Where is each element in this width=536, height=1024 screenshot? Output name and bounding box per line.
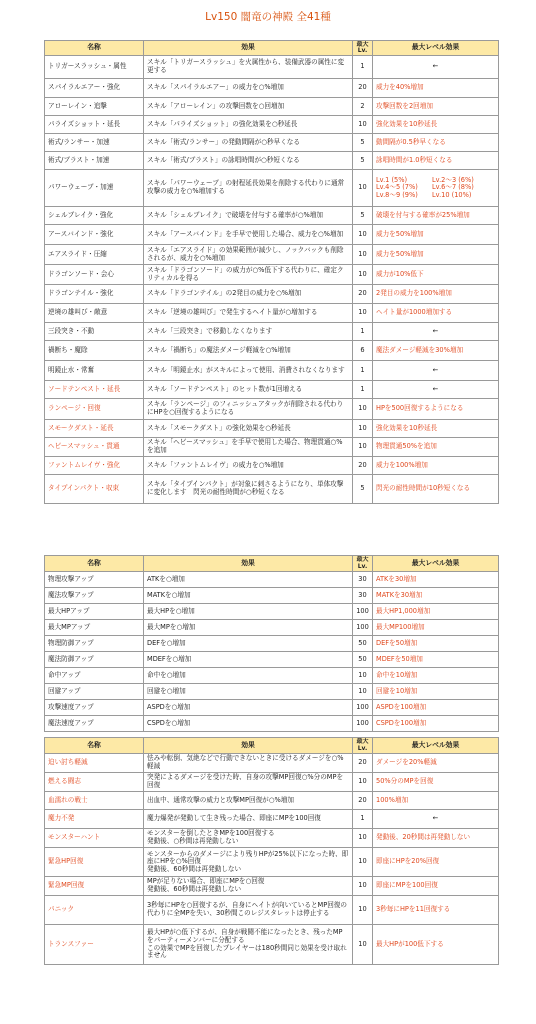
row-effect: スキル「逆境の雄叫び」で発生するヘイト量が○増加する	[144, 304, 353, 323]
row-name: 最大MPアップ	[45, 620, 144, 636]
row-name: 物理防御アップ	[45, 636, 144, 652]
table-row	[45, 56, 499, 79]
level-breakdown	[376, 177, 495, 200]
header-max: 最大レベル効果	[373, 41, 499, 56]
table-row	[45, 792, 499, 810]
row-max-effect: 閃光の耐性時間が10秒短くなる	[373, 475, 499, 504]
row-max-effect: ASPDを100増加	[373, 700, 499, 716]
row-level: 50	[353, 652, 373, 668]
row-max-effect: 最大MP100増加	[373, 620, 499, 636]
table-row	[45, 381, 499, 399]
header-lv	[353, 738, 373, 754]
row-level: 5	[353, 475, 373, 504]
table-row	[45, 225, 499, 245]
row-level: 20	[353, 79, 373, 98]
table-row	[45, 604, 499, 620]
row-max-effect: ←	[373, 810, 499, 829]
row-max-effect: DEFを50増加	[373, 636, 499, 652]
row-name: 術式/ランサー・加速	[45, 134, 144, 152]
row-level: 5	[353, 134, 373, 152]
header-name: 名称	[45, 41, 144, 56]
row-name: パワーウェーブ・加速	[45, 170, 144, 207]
table-row	[45, 684, 499, 700]
row-name: ランページ・回復	[45, 399, 144, 420]
row-level: 10	[353, 668, 373, 684]
row-name: 魔法速度アップ	[45, 716, 144, 732]
row-effect: 怯みや転倒、気絶などで行動できないときに受けるダメージを○%軽減	[144, 754, 353, 773]
row-name: 回避アップ	[45, 684, 144, 700]
row-name: スパイラルエアー・強化	[45, 79, 144, 98]
row-name: 緊急HP回復	[45, 848, 144, 877]
row-level: 30	[353, 572, 373, 588]
table-row	[45, 438, 499, 457]
row-effect: スキル「術式/ランサー」の発動間隔が○秒早くなる	[144, 134, 353, 152]
row-max-effect: 威力が10%低下	[373, 265, 499, 285]
row-effect: スキル「パワーウェーブ」の射程延長効果を削除する代わりに通常攻撃の威力を○%増加する	[144, 170, 353, 207]
row-max-effect: HPを500回復するようになる	[373, 399, 499, 420]
row-name: アースバインド・強化	[45, 225, 144, 245]
row-max-effect: MDEFを50増加	[373, 652, 499, 668]
row-effect: スキル「スパイラルエアー」の威力を○%増加	[144, 79, 353, 98]
row-max-effect: ←	[373, 381, 499, 399]
row-level: 1	[353, 56, 373, 79]
header-name: 名称	[45, 556, 144, 572]
row-max-effect: 強化効果を10秒延長	[373, 116, 499, 134]
table-row	[45, 98, 499, 116]
row-effect: ATKを○増加	[144, 572, 353, 588]
table-row	[45, 361, 499, 381]
table-row	[45, 152, 499, 170]
row-max-effect: 詠唱時間が1.0秒短くなる	[373, 152, 499, 170]
row-effect: スキル「ソードテンペスト」のヒット数が1回増える	[144, 381, 353, 399]
row-effect: スキル「ヘビースマッシュ」を手早で使用した場合、物理貫通○%を追加	[144, 438, 353, 457]
row-max-effect: 最大HPが100低下する	[373, 925, 499, 965]
level-breakdown-item: Lv.4～5 (7%)	[376, 183, 418, 192]
row-max-effect: ATKを30増加	[373, 572, 499, 588]
row-max-effect: 発動後、20秒間は再発動しない	[373, 829, 499, 848]
row-max-effect: 物理貫通50%を追加	[373, 438, 499, 457]
row-name: 逆境の雄叫び・敵意	[45, 304, 144, 323]
table-row	[45, 636, 499, 652]
row-effect: MPが足りない場合、即座にMPを○回復 発動後、60秒間は再発動しない	[144, 877, 353, 896]
row-effect: MATKを○増加	[144, 588, 353, 604]
row-effect: 突発によるダメージを受けた時、自身の攻撃MP回復○%分のMPを回復	[144, 773, 353, 792]
row-name: 迫い討ち軽減	[45, 754, 144, 773]
row-name: タイプインパクト・収束	[45, 475, 144, 504]
row-name: シェルブレイク・強化	[45, 207, 144, 225]
row-level: 1	[353, 810, 373, 829]
row-level: 1	[353, 361, 373, 381]
header-row	[45, 556, 499, 572]
page-title: Lv150 闇竜の神殿 全41種	[205, 11, 331, 23]
row-name: モンスターハント	[45, 829, 144, 848]
row-level: 10	[353, 225, 373, 245]
header-effect: 効果	[144, 41, 353, 56]
row-name: 術式/ブラスト・加速	[45, 152, 144, 170]
row-level: 10	[353, 399, 373, 420]
level-breakdown-item: Lv.10 (10%)	[432, 190, 472, 199]
row-level: 6	[353, 341, 373, 361]
row-level: 100	[353, 604, 373, 620]
row-level: 5	[353, 207, 373, 225]
row-max-effect: 命中を10増加	[373, 668, 499, 684]
row-name: 血濡れの戦士	[45, 792, 144, 810]
row-effect: スキル「スモークダスト」の強化効果を○秒延長	[144, 420, 353, 438]
row-level: 10	[353, 773, 373, 792]
header-lv	[353, 556, 373, 572]
row-level: 20	[353, 754, 373, 773]
row-max-effect: 破壊を付与する確率が25%増加	[373, 207, 499, 225]
header-effect: 効果	[144, 556, 353, 572]
row-level: 1	[353, 323, 373, 341]
row-name: スモークダスト・延長	[45, 420, 144, 438]
row-max-effect: 即座にHPを20%回復	[373, 848, 499, 877]
row-level: 10	[353, 848, 373, 877]
table-row	[45, 829, 499, 848]
table-row	[45, 716, 499, 732]
row-level: 100	[353, 700, 373, 716]
header-lv-text: 最大 Lv.	[356, 40, 369, 54]
row-effect: スキル「明鏡止水」がスキルによって使用、消費されなくなります	[144, 361, 353, 381]
header-name: 名称	[45, 738, 144, 754]
row-effect: スキル「三段突き」で移動しなくなります	[144, 323, 353, 341]
row-max-effect: ダメージを20%軽減	[373, 754, 499, 773]
row-level: 10	[353, 170, 373, 207]
table-row	[45, 457, 499, 475]
row-max-effect: 2発目の威力を100%増加	[373, 285, 499, 304]
row-max-effect: 魔法ダメージ軽減を30%増加	[373, 341, 499, 361]
row-level: 10	[353, 116, 373, 134]
row-effect: スキル「禍断ち」の魔法ダメージ軽減を○%増加	[144, 341, 353, 361]
row-level: 20	[353, 285, 373, 304]
row-name: ファントムレイヴ・強化	[45, 457, 144, 475]
header-max: 最大レベル効果	[373, 738, 499, 754]
level-breakdown-item: Lv.6～7 (8%)	[432, 183, 474, 192]
row-effect: 最大MPを○増加	[144, 620, 353, 636]
table-row	[45, 170, 499, 207]
row-effect: 最大HPが○低下するが、自身が戦闘不能になったとき、残ったMPをパーティーメンバーに分配する この効果でMPを回復したプレイヤーは180秒間同じ効果を受け取れません	[144, 925, 353, 965]
table-row	[45, 572, 499, 588]
table-row	[45, 399, 499, 420]
row-max-effect: 動間隔が0.5秒早くなる	[373, 134, 499, 152]
row-effect: DEFを○増加	[144, 636, 353, 652]
row-name: 魔法防御アップ	[45, 652, 144, 668]
row-level: 10	[353, 438, 373, 457]
row-effect: スキル「パライズショット」の強化効果を○秒延長	[144, 116, 353, 134]
row-effect: モンスターを倒したときMPを100回復する 発動後、○秒間は再発動しない	[144, 829, 353, 848]
row-level: 10	[353, 877, 373, 896]
table-row	[45, 773, 499, 792]
row-name: 燃える闘志	[45, 773, 144, 792]
table-row	[45, 134, 499, 152]
row-name: 禍断ち・魔除	[45, 341, 144, 361]
row-max-effect: MATKを30増加	[373, 588, 499, 604]
row-max-effect: ←	[373, 361, 499, 381]
row-max-effect: 100%増加	[373, 792, 499, 810]
row-effect: 最大HPを○増加	[144, 604, 353, 620]
row-name: ソードテンペスト・延長	[45, 381, 144, 399]
row-name: 命中アップ	[45, 668, 144, 684]
table-row	[45, 620, 499, 636]
row-max-effect: 3秒毎にHPを11回復する	[373, 896, 499, 925]
row-name: 物理攻撃アップ	[45, 572, 144, 588]
table-row	[45, 341, 499, 361]
row-name: アローレイン・追撃	[45, 98, 144, 116]
row-effect: スキル「ドラゴンソード」の威力が○%低下する代わりに、確定クリティカルを得る	[144, 265, 353, 285]
table-row	[45, 475, 499, 504]
row-name: エアスライド・圧縮	[45, 245, 144, 265]
row-max-effect: CSPDを100増加	[373, 716, 499, 732]
row-effect: 魔力爆発が発動して生き残った場合、即座にMPを100回復	[144, 810, 353, 829]
table-row	[45, 79, 499, 98]
row-level: 1	[353, 381, 373, 399]
row-max-effect: 威力を40%増加	[373, 79, 499, 98]
table-row	[45, 896, 499, 925]
row-name: 最大HPアップ	[45, 604, 144, 620]
row-level: 10	[353, 420, 373, 438]
row-max-effect: ←	[373, 323, 499, 341]
row-name: 魔法攻撃アップ	[45, 588, 144, 604]
row-level: 50	[353, 636, 373, 652]
row-name: ドラゴンテイル・強化	[45, 285, 144, 304]
row-name: 緊急MP回復	[45, 877, 144, 896]
row-level: 10	[353, 925, 373, 965]
header-row	[45, 738, 499, 754]
table-row	[45, 265, 499, 285]
row-level: 2	[353, 98, 373, 116]
row-effect: CSPDを○増加	[144, 716, 353, 732]
row-max-effect: 回避を10増加	[373, 684, 499, 700]
row-level: 5	[353, 152, 373, 170]
row-level: 30	[353, 588, 373, 604]
row-effect: ASPDを○増加	[144, 700, 353, 716]
table-row	[45, 652, 499, 668]
row-effect: 回避を○増加	[144, 684, 353, 700]
row-level: 20	[353, 457, 373, 475]
table-row	[45, 116, 499, 134]
row-effect: 3秒毎にHPを○回復するが、自身にヘイトが向いているとMP回復の代わりに全MPを失い、30秒間このレジスタレットは停止する	[144, 896, 353, 925]
table-row	[45, 810, 499, 829]
row-name: 攻撃速度アップ	[45, 700, 144, 716]
row-name: 明鏡止水・常奮	[45, 361, 144, 381]
table-row	[45, 848, 499, 877]
level-breakdown-item: Lv.1 (5%)	[376, 175, 408, 184]
row-max-effect: 攻撃回数を2回増加	[373, 98, 499, 116]
row-effect: スキル「術式/ブラスト」の詠唱時間が○秒短くなる	[144, 152, 353, 170]
header-effect: 効果	[144, 738, 353, 754]
header-max: 最大レベル効果	[373, 556, 499, 572]
row-name: 魔力不発	[45, 810, 144, 829]
row-effect: モンスターからのダメージにより残りHPが25%以下になった時、即座にHPを○%回復 発動後、60秒間は再発動しない	[144, 848, 353, 877]
row-effect: 命中を○増加	[144, 668, 353, 684]
table-row	[45, 323, 499, 341]
row-max-effect: 最大HP1,000増加	[373, 604, 499, 620]
row-max-effect: ヘイト量が1000増加する	[373, 304, 499, 323]
header-lv-text: 最大 Lv.	[356, 738, 369, 752]
row-max-effect: 強化効果を10秒延長	[373, 420, 499, 438]
table-row	[45, 668, 499, 684]
row-max-effect: 50%分のMPを回復	[373, 773, 499, 792]
row-effect: スキル「シェルブレイク」で破壊を付与する確率が○%増加	[144, 207, 353, 225]
table-row	[45, 245, 499, 265]
table-row	[45, 285, 499, 304]
row-level: 10	[353, 896, 373, 925]
row-level: 20	[353, 792, 373, 810]
row-name: パライズショット・延長	[45, 116, 144, 134]
header-lv-text: 最大 Lv.	[356, 556, 369, 570]
skill-table	[44, 40, 499, 504]
row-effect: スキル「トリガースラッシュ」を火属性から、装備武器の属性に変更する	[144, 56, 353, 79]
row-max-effect: 即座にMPを100回復	[373, 877, 499, 896]
row-name: ドラゴンソード・会心	[45, 265, 144, 285]
row-name: パニック	[45, 896, 144, 925]
table-row	[45, 588, 499, 604]
table-row	[45, 700, 499, 716]
passive-table	[44, 737, 499, 965]
level-breakdown-item: Lv.2～3 (6%)	[432, 175, 474, 184]
row-name: トランスファー	[45, 925, 144, 965]
table-row	[45, 207, 499, 225]
header-lv	[353, 41, 373, 56]
row-effect: スキル「エアスライド」の効果範囲が減少し、ノックバックも削除されるが、威力を○%増加	[144, 245, 353, 265]
header-row	[45, 41, 499, 56]
table-row	[45, 925, 499, 965]
row-name: 三段突き・不動	[45, 323, 144, 341]
row-level: 10	[353, 304, 373, 323]
row-max-effect: ←	[373, 56, 499, 79]
row-effect: 出血中、通常攻撃の威力と攻撃MP回復が○%増加	[144, 792, 353, 810]
row-level: 10	[353, 265, 373, 285]
table-row	[45, 420, 499, 438]
row-max-effect	[373, 170, 499, 207]
row-effect: スキル「ランページ」のフィニッシュアタックが削除される代わりにHPを○回復するようになる	[144, 399, 353, 420]
table-row	[45, 754, 499, 773]
row-level: 100	[353, 620, 373, 636]
row-max-effect: 威力を100%増加	[373, 457, 499, 475]
table-row	[45, 304, 499, 323]
row-effect: スキル「タイプインパクト」が対象に刺さるようになり、単体攻撃に変化します 閃光の耐性時間が○秒短くなる	[144, 475, 353, 504]
table-row	[45, 877, 499, 896]
row-effect: スキル「ファントムレイヴ」の威力を○%増加	[144, 457, 353, 475]
row-name: ヘビースマッシュ・貫通	[45, 438, 144, 457]
row-max-effect: 威力を50%増加	[373, 225, 499, 245]
stat-table	[44, 555, 499, 732]
row-level: 10	[353, 245, 373, 265]
row-effect: スキル「アローレイン」の攻撃回数を○回増加	[144, 98, 353, 116]
row-effect: スキル「アースバインド」を手早で使用した場合、威力を○%増加	[144, 225, 353, 245]
level-breakdown-item: Lv.8～9 (9%)	[376, 190, 418, 199]
row-level: 100	[353, 716, 373, 732]
row-level: 10	[353, 684, 373, 700]
row-effect: スキル「ドラゴンテイル」の2発目の威力を○%増加	[144, 285, 353, 304]
row-effect: MDEFを○増加	[144, 652, 353, 668]
row-name: トリガースラッシュ・属性	[45, 56, 144, 79]
row-max-effect: 威力を50%増加	[373, 245, 499, 265]
row-level: 10	[353, 829, 373, 848]
